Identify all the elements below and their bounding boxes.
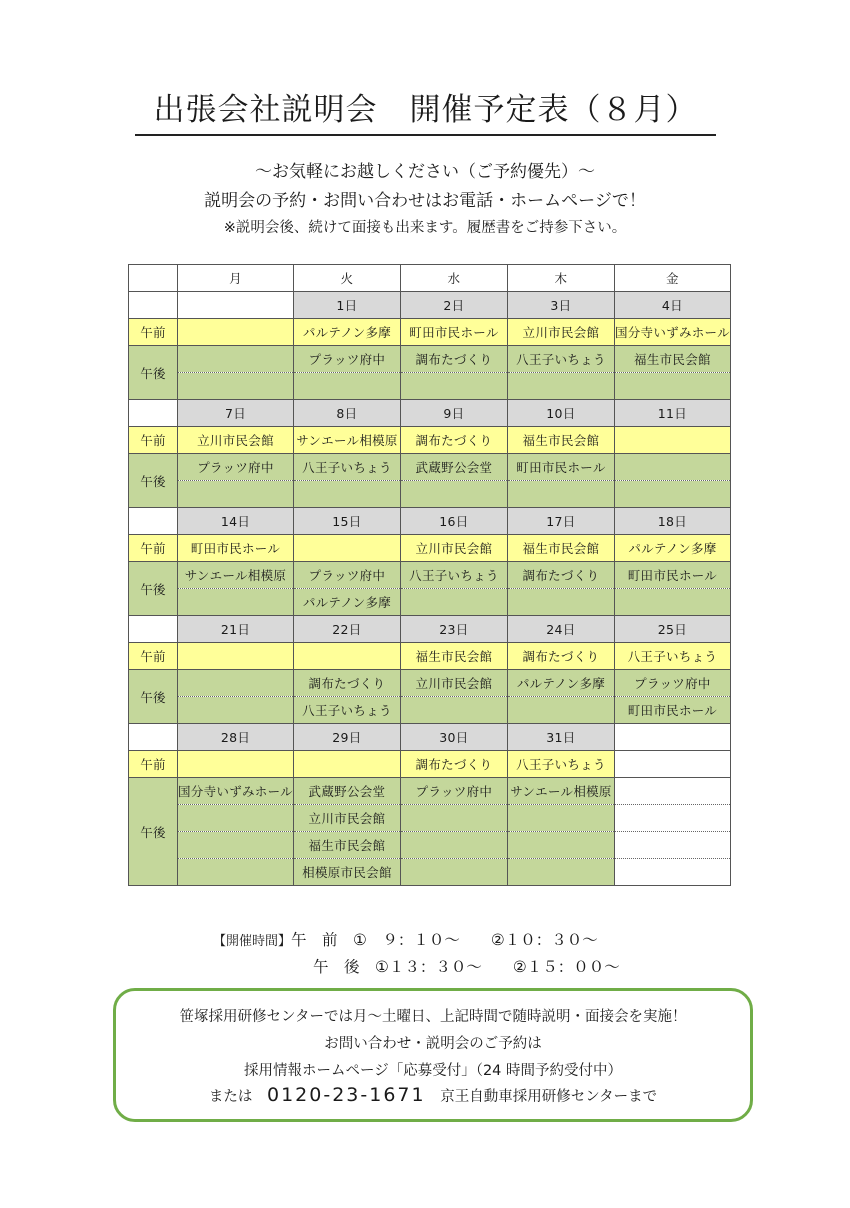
- pm-slot: 八王子いちょう: [400, 562, 507, 589]
- am-row: [129, 535, 731, 562]
- date-cell: 31日: [507, 724, 614, 751]
- pm-row: [129, 697, 731, 724]
- am-slot: 立川市民会館: [400, 535, 507, 562]
- pm-slot: 八王子いちょう: [293, 697, 400, 724]
- pm-slot: [293, 481, 400, 508]
- date-cell: 17日: [507, 508, 614, 535]
- time-pm: 午 後 ①１３：３０～ ②１５：００～: [313, 958, 620, 976]
- pm-slot: [400, 481, 507, 508]
- am-slot: 立川市民会館: [178, 427, 294, 454]
- am-label: 午前: [129, 751, 178, 778]
- pm-slot: [178, 697, 294, 724]
- date-cell: 25日: [614, 616, 730, 643]
- pm-row: [129, 670, 731, 697]
- am-label: 午前: [129, 319, 178, 346]
- pm-row: [129, 454, 731, 481]
- pm-slot: [178, 859, 294, 886]
- pm-slot: [614, 805, 730, 832]
- day-header: 水: [400, 265, 507, 292]
- notice-line-4: [116, 1084, 750, 1106]
- pm-slot: [507, 481, 614, 508]
- notice-or: または: [208, 1089, 253, 1105]
- pm-label: 午後: [129, 562, 178, 616]
- pm-slot: 福生市民会館: [293, 832, 400, 859]
- pm-slot: [178, 589, 294, 616]
- label-blank-cell: [129, 724, 178, 751]
- date-cell: 16日: [400, 508, 507, 535]
- time-pm-line: [313, 955, 620, 977]
- pm-slot: プラッツ府中: [293, 346, 400, 373]
- pm-slot: [178, 670, 294, 697]
- pm-slot: [614, 859, 730, 886]
- pm-slot: 八王子いちょう: [507, 346, 614, 373]
- am-slot: [178, 751, 294, 778]
- pm-slot: プラッツ府中: [178, 454, 294, 481]
- pm-label: 午後: [129, 454, 178, 508]
- pm-slot: パルテノン多摩: [507, 670, 614, 697]
- pm-slot: サンエール相模原: [507, 778, 614, 805]
- pm-slot: 町田市民ホール: [507, 454, 614, 481]
- pm-label: 午後: [129, 346, 178, 400]
- pm-slot: [178, 373, 294, 400]
- am-row: [129, 643, 731, 670]
- am-slot: 国分寺いずみホール: [614, 319, 730, 346]
- pm-slot: 立川市民会館: [400, 670, 507, 697]
- am-slot: 八王子いちょう: [507, 751, 614, 778]
- am-slot: 町田市民ホール: [178, 535, 294, 562]
- am-slot: 調布たづくり: [507, 643, 614, 670]
- pm-slot: [400, 589, 507, 616]
- pm-slot: [507, 859, 614, 886]
- pm-slot: [400, 859, 507, 886]
- pm-slot: [400, 805, 507, 832]
- date-cell: 2日: [400, 292, 507, 319]
- notice-box: [113, 988, 753, 1122]
- date-cell: 30日: [400, 724, 507, 751]
- subtitle-reservation: 説明会の予約・お問い合わせはお電話・ホームページで！: [204, 191, 646, 211]
- pm-row: [129, 859, 731, 886]
- date-cell: 7日: [178, 400, 294, 427]
- pm-row: [129, 562, 731, 589]
- label-blank-cell: [129, 508, 178, 535]
- pm-slot: [507, 805, 614, 832]
- am-slot: 福生市民会館: [507, 427, 614, 454]
- date-cell: 24日: [507, 616, 614, 643]
- pm-slot: [178, 832, 294, 859]
- corner-cell: [129, 265, 178, 292]
- pm-slot: [400, 697, 507, 724]
- pm-slot: [400, 373, 507, 400]
- pm-slot: 立川市民会館: [293, 805, 400, 832]
- am-slot: [178, 643, 294, 670]
- pm-slot: [614, 373, 730, 400]
- pm-slot: 国分寺いずみホール: [178, 778, 294, 805]
- pm-row: [129, 805, 731, 832]
- am-slot: 福生市民会館: [400, 643, 507, 670]
- am-slot: 立川市民会館: [507, 319, 614, 346]
- am-label: 午前: [129, 643, 178, 670]
- date-row: [129, 616, 731, 643]
- am-row: [129, 319, 731, 346]
- pm-slot: 武蔵野公会堂: [400, 454, 507, 481]
- am-slot: [614, 427, 730, 454]
- day-header: 火: [293, 265, 400, 292]
- pm-slot: [614, 589, 730, 616]
- pm-slot: [178, 805, 294, 832]
- pm-slot: [614, 778, 730, 805]
- am-slot: サンエール相模原: [293, 427, 400, 454]
- pm-slot: プラッツ府中: [400, 778, 507, 805]
- pm-slot: [178, 346, 294, 373]
- date-cell: 10日: [507, 400, 614, 427]
- header-row: [129, 265, 731, 292]
- am-slot: [614, 751, 730, 778]
- date-cell: 8日: [293, 400, 400, 427]
- notice-line-3: 採用情報ホームページ「応募受付」（24 時間予約受付中）: [243, 1063, 623, 1079]
- pm-row: [129, 778, 731, 805]
- date-cell: 3日: [507, 292, 614, 319]
- label-blank-cell: [129, 400, 178, 427]
- am-slot: パルテノン多摩: [293, 319, 400, 346]
- am-slot: 町田市民ホール: [400, 319, 507, 346]
- date-cell: 9日: [400, 400, 507, 427]
- am-slot: 八王子いちょう: [614, 643, 730, 670]
- date-cell: [614, 724, 730, 751]
- notice-destination: 京王自動車採用研修センターまで: [440, 1089, 658, 1105]
- pm-slot: [507, 589, 614, 616]
- am-slot: [293, 643, 400, 670]
- am-slot: [293, 751, 400, 778]
- am-slot: 調布たづくり: [400, 751, 507, 778]
- label-blank-cell: [129, 616, 178, 643]
- pm-slot: [614, 454, 730, 481]
- pm-slot: パルテノン多摩: [293, 589, 400, 616]
- pm-slot: 調布たづくり: [293, 670, 400, 697]
- day-header: 金: [614, 265, 730, 292]
- date-cell: 23日: [400, 616, 507, 643]
- pm-slot: 調布たづくり: [507, 562, 614, 589]
- am-slot: [293, 535, 400, 562]
- pm-slot: [178, 481, 294, 508]
- pm-slot: [400, 832, 507, 859]
- am-slot: [178, 319, 294, 346]
- pm-row: [129, 346, 731, 373]
- pm-slot: [614, 832, 730, 859]
- pm-slot: 調布たづくり: [400, 346, 507, 373]
- date-row: [129, 400, 731, 427]
- am-slot: パルテノン多摩: [614, 535, 730, 562]
- pm-row: [129, 589, 731, 616]
- date-row: [129, 724, 731, 751]
- pm-slot: 町田市民ホール: [614, 697, 730, 724]
- date-cell: 4日: [614, 292, 730, 319]
- notice-line-1: 笹塚採用研修センターでは月～土曜日、上記時間で随時説明・面接会を実施！: [179, 1009, 687, 1025]
- date-cell: 29日: [293, 724, 400, 751]
- am-row: [129, 751, 731, 778]
- schedule-table: [128, 264, 731, 886]
- pm-slot: [507, 832, 614, 859]
- date-cell: 14日: [178, 508, 294, 535]
- subtitle-note: ※説明会後、続けて面接も出来ます。履歴書をご持参下さい。: [223, 220, 627, 236]
- time-am-line: [213, 928, 598, 950]
- label-blank-cell: [129, 292, 178, 319]
- am-label: 午前: [129, 535, 178, 562]
- am-label: 午前: [129, 427, 178, 454]
- pm-slot: [507, 697, 614, 724]
- pm-slot: サンエール相模原: [178, 562, 294, 589]
- date-cell: 21日: [178, 616, 294, 643]
- pm-label: 午後: [129, 670, 178, 724]
- date-row: [129, 508, 731, 535]
- pm-label: 午後: [129, 778, 178, 886]
- day-header: 木: [507, 265, 614, 292]
- date-cell: 1日: [293, 292, 400, 319]
- date-row: [129, 292, 731, 319]
- date-cell: 22日: [293, 616, 400, 643]
- pm-slot: 福生市民会館: [614, 346, 730, 373]
- date-cell: [178, 292, 294, 319]
- date-cell: 15日: [293, 508, 400, 535]
- time-am: 午 前 ① ９：１０～ ②１０：３０～: [291, 931, 598, 949]
- date-cell: 18日: [614, 508, 730, 535]
- subtitle-invitation: ～お気軽にお越しください（ご予約優先）～: [255, 162, 595, 182]
- pm-slot: 八王子いちょう: [293, 454, 400, 481]
- pm-slot: プラッツ府中: [293, 562, 400, 589]
- pm-slot: 町田市民ホール: [614, 562, 730, 589]
- pm-slot: 相模原市民会館: [293, 859, 400, 886]
- phone-number[interactable]: 0120-23-1671: [266, 1084, 426, 1106]
- pm-row: [129, 481, 731, 508]
- pm-slot: 武蔵野公会堂: [293, 778, 400, 805]
- pm-slot: [507, 373, 614, 400]
- am-row: [129, 427, 731, 454]
- page-title: 出張会社説明会 開催予定表（８月）: [135, 88, 716, 136]
- time-label: 【開催時間】: [213, 934, 292, 949]
- am-slot: 調布たづくり: [400, 427, 507, 454]
- pm-row: [129, 373, 731, 400]
- pm-slot: プラッツ府中: [614, 670, 730, 697]
- notice-line-2: お問い合わせ・説明会のご予約は: [324, 1036, 542, 1052]
- pm-slot: [293, 373, 400, 400]
- date-cell: 11日: [614, 400, 730, 427]
- pm-row: [129, 832, 731, 859]
- pm-slot: [614, 481, 730, 508]
- day-header: 月: [178, 265, 294, 292]
- am-slot: 福生市民会館: [507, 535, 614, 562]
- date-cell: 28日: [178, 724, 294, 751]
